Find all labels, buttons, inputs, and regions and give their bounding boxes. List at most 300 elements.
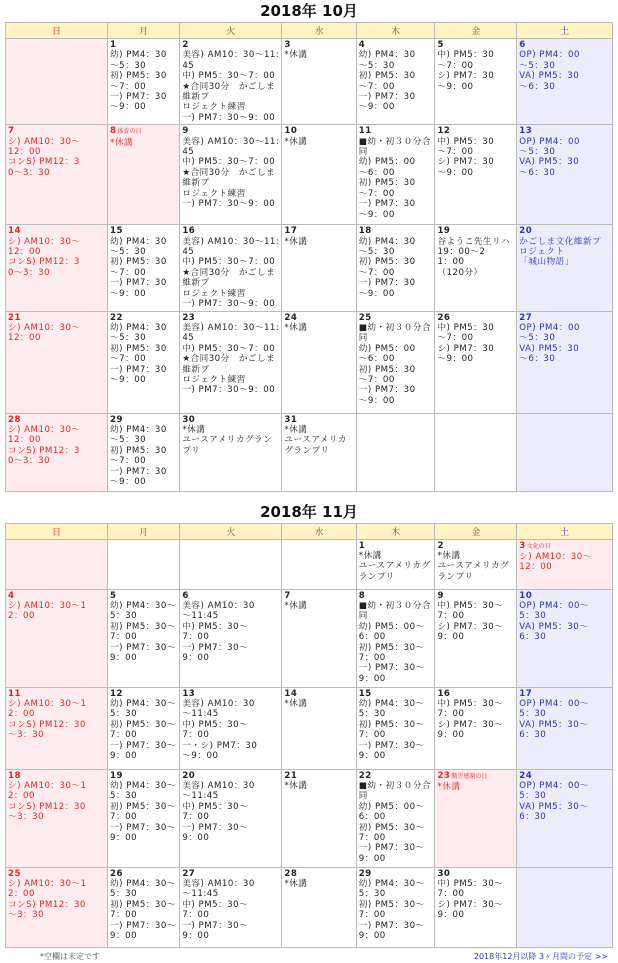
schedule-line: 9：00: [182, 930, 210, 941]
schedule-line: *休講: [284, 322, 308, 333]
october-title: 2018年 10月: [260, 2, 358, 20]
schedule-line: 中) PM5：30〜7：00: [182, 157, 276, 168]
schedule-line: 初) PM5：30〜: [110, 719, 176, 730]
day-cell: [108, 867, 180, 947]
day-number: 21: [284, 770, 298, 781]
day-cell: [6, 867, 108, 947]
schedule-line: 同: [358, 611, 368, 622]
day-cell: [6, 125, 108, 225]
schedule-line: *休講: [284, 698, 308, 709]
schedule-line: 0〜3：30: [8, 267, 51, 278]
day-number: 1: [358, 540, 366, 551]
schedule-line: ■幼・初３０分合: [358, 322, 432, 333]
schedule-line: 9：00: [358, 673, 386, 684]
schedule-line: 中) PM5：30〜: [437, 600, 504, 611]
day-number: 25: [8, 868, 21, 879]
day-number: 9: [182, 126, 189, 137]
day-cell: [180, 413, 282, 491]
day-cell: [108, 39, 180, 125]
schedule-line: 〜9：00: [358, 209, 395, 220]
schedule-line: 〜5：30: [519, 147, 556, 158]
schedule-line: 6：30: [519, 812, 547, 823]
schedule-line: かごしま文化維新プ: [519, 236, 602, 247]
schedule-line: 〜9：00: [358, 395, 395, 406]
schedule-line: VA) PM5：30: [519, 71, 580, 82]
day-number: 3: [519, 540, 526, 551]
schedule-line: 〜7：00: [437, 60, 474, 71]
schedule-line: OP) PM4：00〜: [519, 600, 589, 611]
schedule-line: *休講: [182, 424, 206, 435]
schedule-line: 幼) PM4：30: [110, 424, 167, 435]
schedule-line: 一) PM7：30〜: [110, 740, 176, 751]
schedule-line: 一) PM7：30〜: [358, 740, 425, 751]
schedule-line: 2：00: [8, 611, 35, 622]
day-cell: [356, 769, 435, 867]
day-number: 7: [284, 590, 291, 601]
schedule-line: 〜3：30: [8, 812, 45, 823]
schedule-line: 〜7：00: [358, 374, 395, 385]
schedule-line: シ) AM10：30〜1: [8, 600, 87, 611]
day-cell: [6, 769, 108, 867]
schedule-line: 初) PM5：30〜: [358, 719, 425, 730]
day-cell: [180, 539, 282, 589]
schedule-line: 同: [358, 791, 368, 802]
day-number: 1: [110, 40, 117, 50]
schedule-line: 幼) PM4：30: [358, 236, 416, 247]
schedule-line: 6：30: [519, 632, 547, 643]
schedule-line: 一) PM7：30: [110, 364, 167, 375]
schedule-line: コンS) PM12：3: [8, 257, 80, 268]
day-number: 20: [182, 770, 196, 781]
schedule-line: VA) PM5：30〜: [519, 719, 589, 730]
day-number: 14: [284, 688, 298, 699]
schedule-line: ★合同30分 かごしま維新プ: [182, 81, 276, 103]
schedule-line: 初) PM5：30: [358, 364, 416, 375]
day-cell: [517, 413, 613, 491]
week-row: [6, 687, 613, 769]
schedule-line: 9：00: [358, 750, 386, 761]
schedule-line: 初) PM5：30: [358, 178, 416, 189]
schedule-line: *休講: [284, 780, 308, 791]
week-row: [6, 589, 613, 687]
schedule-line: コンS) PM12：30: [8, 719, 86, 730]
schedule-line: 6：30: [519, 730, 547, 741]
day-number: 29: [358, 868, 372, 879]
schedule-line: 幼) PM5：00〜: [358, 801, 425, 812]
schedule-line: コンS) PM12：30: [8, 899, 86, 910]
day-number: 11: [8, 688, 21, 699]
schedule-line: 〜5：30: [110, 60, 147, 71]
weekday-header: 火: [180, 523, 282, 539]
schedule-line: 一) PM7：30: [358, 92, 416, 103]
schedule-line: 一) PM7：30〜: [358, 920, 425, 931]
day-cell: [282, 687, 356, 769]
schedule-line: ユースアメリカ: [284, 435, 347, 446]
schedule-line: 中) PM5：30〜: [182, 719, 249, 730]
schedule-line: 7：00: [437, 709, 465, 720]
day-cell: [435, 311, 517, 413]
schedule-line: 〜7：00: [110, 456, 147, 467]
holiday-name: 文化の日: [526, 542, 551, 550]
schedule-line: 19：00〜2: [437, 247, 486, 258]
day-cell: [282, 539, 356, 589]
day-cell: [282, 867, 356, 947]
schedule-line: 〜9：00: [110, 374, 147, 385]
schedule-line: 5：30: [519, 709, 547, 720]
schedule-line: 初) PM5：30〜: [358, 899, 425, 910]
day-number: 21: [8, 312, 21, 323]
schedule-line: 一) PM7：30〜9：00: [182, 299, 276, 310]
schedule-line: 一) PM7：30〜: [110, 642, 176, 653]
day-cell: [6, 413, 108, 491]
schedule-line: 〜6：00: [358, 354, 395, 365]
weekday-header: 日: [6, 523, 108, 539]
schedule-line: シ) AM10：30〜: [8, 424, 81, 435]
schedule-line: 9：00: [437, 730, 465, 741]
day-number: 13: [182, 688, 196, 699]
day-cell: [108, 589, 180, 687]
schedule-line: 0〜3：30: [8, 456, 51, 467]
schedule-line: 美容) AM10：30〜11:: [182, 322, 280, 333]
schedule-line: 幼) PM4：30〜: [110, 698, 176, 709]
schedule-line: 一) PM7：30: [358, 385, 416, 396]
schedule-line: *休講: [284, 236, 308, 247]
day-cell: [356, 539, 435, 589]
schedule-line: 初) PM5：30: [110, 343, 167, 354]
day-cell: [6, 687, 108, 769]
schedule-line: 7：00: [110, 632, 138, 643]
schedule-line: *休講: [284, 136, 308, 147]
day-number: 10: [284, 126, 298, 137]
schedule-line: 「城山物語」: [519, 257, 574, 268]
schedule-line: 〜11:45: [182, 889, 219, 900]
schedule-line: 9：00: [110, 930, 138, 941]
day-number: 18: [358, 226, 372, 237]
schedule-line: 一) PM7：30〜: [182, 822, 249, 833]
schedule-line: 〜7：00: [358, 81, 395, 92]
schedule-line: 9：00: [358, 930, 386, 941]
schedule-line: 〜3：30: [8, 910, 45, 921]
schedule-line: 5：30: [358, 889, 386, 900]
schedule-line: 初) PM5：30: [358, 71, 416, 82]
day-number: 24: [284, 312, 298, 323]
schedule-line: シ) AM10：30〜1: [8, 698, 87, 709]
day-cell: [435, 225, 517, 311]
schedule-line: 〜9：00: [110, 288, 147, 299]
schedule-line: 7：00: [358, 910, 386, 921]
schedule-line: 初) PM5：30: [110, 445, 167, 456]
day-number: 11: [358, 126, 372, 137]
schedule-line: 一) PM7：30〜9：00: [182, 385, 276, 396]
schedule-line: 中) PM5：30: [437, 136, 495, 147]
schedule-line: VA) PM5：30: [519, 157, 580, 168]
week-row: [6, 125, 613, 225]
schedule-line: 5：30: [358, 709, 386, 720]
day-cell: [356, 867, 435, 947]
schedule-line: 一) PM7：30〜9：00: [182, 112, 276, 123]
schedule-line: 9：00: [182, 652, 210, 663]
day-number: 4: [8, 590, 15, 601]
day-number: 12: [110, 688, 124, 699]
day-number: 10: [519, 590, 533, 601]
day-number: 7: [8, 126, 15, 137]
day-number: 23: [437, 770, 451, 781]
schedule-line: 7：00: [110, 812, 138, 823]
schedule-line: ランプリ: [437, 571, 474, 582]
weekday-header-row: [6, 523, 613, 539]
day-cell: [435, 413, 517, 491]
schedule-line: *休講: [358, 550, 382, 561]
schedule-line: 9：00: [437, 632, 465, 643]
schedule-line: 一) PM7：30〜: [110, 822, 176, 833]
schedule-line: シ) PM7：30〜: [437, 899, 504, 910]
schedule-line: 6：00: [358, 812, 386, 823]
day-cell: [517, 225, 613, 311]
schedule-line: 〜3：30: [8, 730, 45, 741]
schedule-line: シ) AM10：30〜1: [8, 780, 87, 791]
schedule-line: 7：00: [182, 812, 210, 823]
schedule-line: 〜6：30: [519, 167, 556, 178]
schedule-line: 7：00: [437, 611, 465, 622]
schedule-line: ■幼・初３０分合: [358, 136, 432, 147]
day-cell: [6, 225, 108, 311]
day-cell: [435, 589, 517, 687]
week-row: [6, 225, 613, 311]
schedule-line: 45: [182, 60, 195, 71]
schedule-line: 中) PM5：30: [437, 322, 495, 333]
next-months-link[interactable]: 2018年12月以降 3ヶ月間の予定 >>: [473, 952, 608, 961]
day-number: 14: [8, 226, 21, 237]
schedule-line: 12：00: [8, 333, 41, 344]
day-number: 2: [437, 540, 444, 551]
schedule-line: 初) PM5：30〜: [110, 899, 176, 910]
day-number: 18: [8, 770, 21, 781]
week-row: [6, 769, 613, 867]
schedule-line: 一) PM7：30: [358, 199, 416, 210]
schedule-line: 美容) AM10：30: [182, 780, 255, 791]
schedule-line: OP) PM4：00〜: [519, 780, 589, 791]
day-cell: [517, 769, 613, 867]
schedule-line: 初) PM5：30: [358, 257, 416, 268]
schedule-line: 〜5：30: [519, 333, 556, 344]
schedule-line: 一) PM7：30〜: [182, 642, 249, 653]
day-number: 17: [284, 226, 298, 237]
schedule-line: 中) PM5：30〜: [182, 621, 249, 632]
day-cell: [435, 125, 517, 225]
schedule-line: 初) PM5：30: [110, 257, 167, 268]
day-cell: [356, 125, 435, 225]
schedule-line: 〜7：00: [110, 81, 147, 92]
schedule-line: 幼) PM5：00: [358, 343, 416, 354]
day-cell: [108, 311, 180, 413]
day-number: 19: [437, 226, 451, 237]
day-cell: [282, 125, 356, 225]
schedule-line: 〜9：00: [437, 167, 474, 178]
day-cell: [108, 225, 180, 311]
schedule-line: ユースアメリカグ: [358, 561, 431, 572]
schedule-line: 初) PM5：30〜: [110, 621, 176, 632]
schedule-line: シ) PM7：30: [437, 71, 495, 82]
day-cell: [6, 39, 108, 125]
schedule-line: 谷ようこ先生リハ: [437, 236, 510, 247]
day-number: 16: [182, 226, 196, 237]
day-number: 8: [110, 126, 117, 137]
schedule-line: 美容) AM10：30: [182, 698, 255, 709]
schedule-line: 〜11:45: [182, 611, 219, 622]
weekday-header: 水: [282, 23, 356, 39]
schedule-line: 〜7：00: [110, 267, 147, 278]
week-row: [6, 867, 613, 947]
schedule-line: 〜9：00: [110, 102, 147, 113]
day-number: 2: [182, 40, 189, 50]
day-cell: [356, 589, 435, 687]
weekday-header: 土: [517, 523, 613, 539]
schedule-line: OP) PM4：00: [519, 322, 580, 333]
schedule-line: 幼) PM4：30: [110, 50, 167, 61]
schedule-line: 6：00: [358, 632, 386, 643]
day-number: 26: [437, 312, 451, 323]
day-number: 6: [519, 40, 526, 50]
week-row: [6, 539, 613, 589]
november-title: 2018年 11月: [260, 502, 358, 521]
day-number: 26: [110, 868, 124, 879]
weekday-header: 月: [108, 23, 180, 39]
schedule-line: 〜5：30: [358, 247, 395, 258]
schedule-line: シ) AM10：30〜1: [8, 878, 87, 889]
schedule-line: 〜9：00: [437, 354, 474, 365]
schedule-line: 〜9：00: [110, 476, 147, 487]
schedule-line: 7：00: [358, 832, 386, 843]
schedule-line: コンS) PM12：30: [8, 801, 86, 812]
schedule-line: 初) PM5：30〜: [110, 801, 176, 812]
schedule-line: 5：30: [110, 889, 138, 900]
schedule-line: 同: [358, 147, 368, 158]
day-number: 30: [437, 868, 451, 879]
schedule-line: 初) PM5：30〜: [358, 642, 425, 653]
day-cell: [435, 539, 517, 589]
holiday-name: 勤労感謝の日: [451, 772, 488, 780]
schedule-line: 7：00: [358, 730, 386, 741]
day-number: 6: [182, 590, 189, 601]
day-cell: [517, 589, 613, 687]
week-row: [6, 311, 613, 413]
day-cell: [108, 769, 180, 867]
schedule-line: シ) PM7：30: [437, 157, 495, 168]
day-number: 28: [284, 868, 298, 879]
day-cell: [180, 39, 282, 125]
schedule-line: 〜5：30: [110, 435, 147, 446]
schedule-line: 中) PM5：30〜7：00: [182, 343, 276, 354]
schedule-line: 9：00: [437, 910, 465, 921]
schedule-line: 美容) AM10：30: [182, 600, 255, 611]
schedule-line: 幼) PM4：30〜: [110, 600, 176, 611]
weekday-header: 火: [180, 23, 282, 39]
schedule-line: 12：00: [8, 247, 41, 258]
schedule-line: コンS) PM12：3: [8, 157, 80, 168]
schedule-line: 9：00: [110, 750, 138, 761]
schedule-line: ロジェクト練習: [182, 188, 246, 199]
day-cell: [435, 769, 517, 867]
schedule-line: *休講: [284, 50, 308, 61]
day-cell: [517, 311, 613, 413]
schedule-line: 7：00: [110, 910, 138, 921]
day-cell: [356, 225, 435, 311]
schedule-line: 〜6：00: [358, 167, 395, 178]
schedule-line: 〜7：00: [110, 354, 147, 365]
day-number: 29: [110, 414, 124, 425]
schedule-line: 幼) PM4：30〜: [358, 698, 425, 709]
day-cell: [356, 687, 435, 769]
weekday-header: 日: [6, 23, 108, 39]
schedule-line: 初) PM5：30: [110, 71, 167, 82]
schedule-line: 〜7：00: [358, 267, 395, 278]
schedule-line: 幼) PM4：30〜: [110, 780, 176, 791]
schedule-line: 〜11:45: [182, 709, 219, 720]
day-cell: [108, 687, 180, 769]
day-number: 25: [358, 312, 372, 323]
day-number: 22: [358, 770, 372, 781]
day-number: 12: [437, 126, 451, 137]
schedule-line: 7：00: [182, 632, 210, 643]
weekday-header: 木: [356, 23, 435, 39]
schedule-line: *休講: [437, 781, 461, 792]
schedule-line: ロジェクト練習: [182, 288, 246, 299]
day-cell: [282, 39, 356, 125]
schedule-line: シ) AM10：30〜: [8, 322, 81, 333]
schedule-line: 〜5：30: [519, 60, 556, 71]
schedule-line: *休講: [437, 550, 461, 561]
day-number: 30: [182, 414, 196, 425]
day-cell: [435, 39, 517, 125]
day-cell: [180, 867, 282, 947]
schedule-line: OP) PM4：00〜: [519, 698, 589, 709]
schedule-line: OP) PM4：00: [519, 50, 580, 61]
schedule-line: *休講: [110, 137, 134, 148]
schedule-line: ■幼・初３０分合: [358, 600, 432, 611]
schedule-line: 5：30: [110, 791, 138, 802]
schedule-line: 〜5：30: [110, 333, 147, 344]
schedule-line: 45: [182, 333, 195, 344]
schedule-line: 中) PM5：30〜7：00: [182, 71, 276, 82]
schedule-line: 〜7：00: [437, 147, 474, 158]
schedule-line: 12：00: [8, 435, 41, 446]
schedule-line: 幼) PM5：00〜: [358, 621, 425, 632]
schedule-line: 幼) PM4：30: [110, 236, 167, 247]
day-cell: [282, 589, 356, 687]
schedule-line: 一) PM7：30〜9：00: [182, 199, 276, 210]
schedule-line: 幼) PM4：30〜: [110, 878, 176, 889]
schedule-line: シ) AM10：30〜: [8, 236, 81, 247]
november-calendar: [5, 523, 613, 948]
schedule-line: ロジェクト: [519, 247, 565, 258]
schedule-line: 一) PM7：30: [358, 278, 416, 289]
schedule-line: 一) PM7：30〜: [358, 663, 425, 674]
weekday-header: 木: [356, 523, 435, 539]
schedule-line: 〜6：30: [519, 81, 556, 92]
schedule-line: ★合同30分 かごしま維新プ: [182, 167, 276, 189]
day-cell: [282, 225, 356, 311]
day-cell: [517, 867, 613, 947]
day-number: 15: [110, 226, 124, 237]
schedule-line: VA) PM5：30〜: [519, 801, 589, 812]
week-row: [6, 413, 613, 491]
day-number: 16: [437, 688, 451, 699]
schedule-line: グランプリ: [284, 445, 330, 456]
schedule-line: 5：30: [110, 611, 138, 622]
day-cell: [180, 225, 282, 311]
schedule-line: 7：00: [182, 910, 210, 921]
day-number: 5: [110, 590, 117, 601]
